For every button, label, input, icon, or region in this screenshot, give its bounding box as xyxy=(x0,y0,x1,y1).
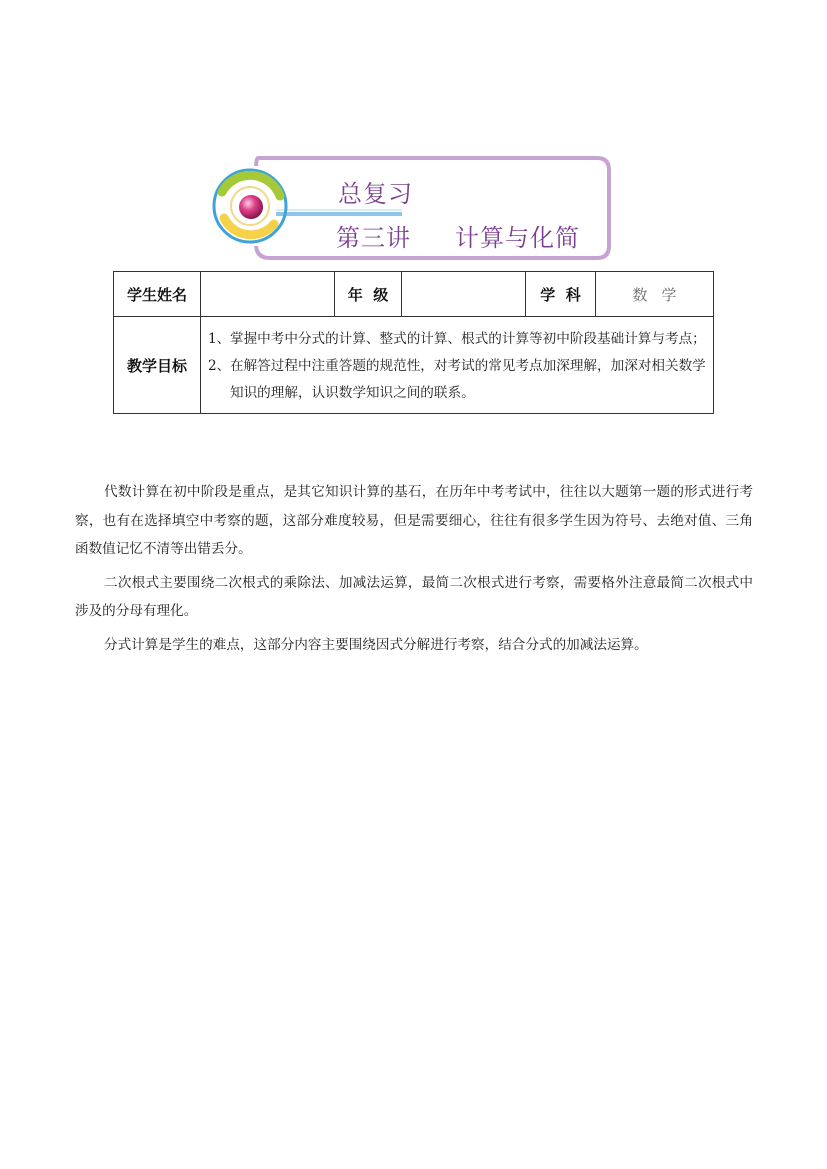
banner-subtitle xyxy=(336,218,580,253)
subject-value: 数学 xyxy=(596,272,714,317)
body-text xyxy=(75,478,753,664)
info-table xyxy=(113,271,714,414)
goal-number: 1、 xyxy=(208,331,231,347)
goal-number: 2、 xyxy=(208,358,231,374)
paragraph: 分式计算是学生的难点，这部分内容主要围绕因式分解进行考察，结合分式的加减法运算。 xyxy=(104,636,648,653)
paragraph: 二次根式主要围绕二次根式的乘除法、加减法运算，最简二次根式进行考察，需要格外注意最简二次根式中涉及的分母有理化。 xyxy=(75,574,753,619)
subject-label: 学 科 xyxy=(526,272,596,317)
goals-label: 教学目标 xyxy=(114,317,201,414)
student-name-field[interactable] xyxy=(201,272,335,317)
info-row-header xyxy=(114,272,714,317)
goal-text: 在解答过程中注重答题的规范性，对考试的常见考点加深理解，加深对相关数学知识的理解，认识数学知识之间的联系。 xyxy=(230,358,706,401)
goals-content xyxy=(201,317,714,414)
paragraph: 代数计算在初中阶段是重点，是其它知识计算的基石，在历年中考考试中，往往以大题第一题的形式进行考察，也有在选择填空中考察的题，这部分难度较易，但是需要细心，往往有很多学生因为符号、去绝对值、三角函数值记忆不清等出错丢分。 xyxy=(75,484,753,557)
info-row-goals xyxy=(114,317,714,414)
grade-label: 年 级 xyxy=(335,272,402,317)
lecture-topic: 计算与化简 xyxy=(455,224,580,252)
banner-title: 总复习 xyxy=(338,180,413,208)
student-name-label: 学生姓名 xyxy=(114,272,201,317)
banner-underline xyxy=(276,212,402,216)
goal-item xyxy=(208,326,707,353)
lecture-number: 第三讲 xyxy=(336,224,411,252)
goal-item xyxy=(208,353,707,407)
goal-text: 掌握中考中分式的计算、整式的计算、根式的计算等初中阶段基础计算与考点； xyxy=(230,331,706,347)
grade-field[interactable] xyxy=(402,272,526,317)
header-banner xyxy=(210,152,615,264)
pink-ball-icon xyxy=(239,195,263,219)
